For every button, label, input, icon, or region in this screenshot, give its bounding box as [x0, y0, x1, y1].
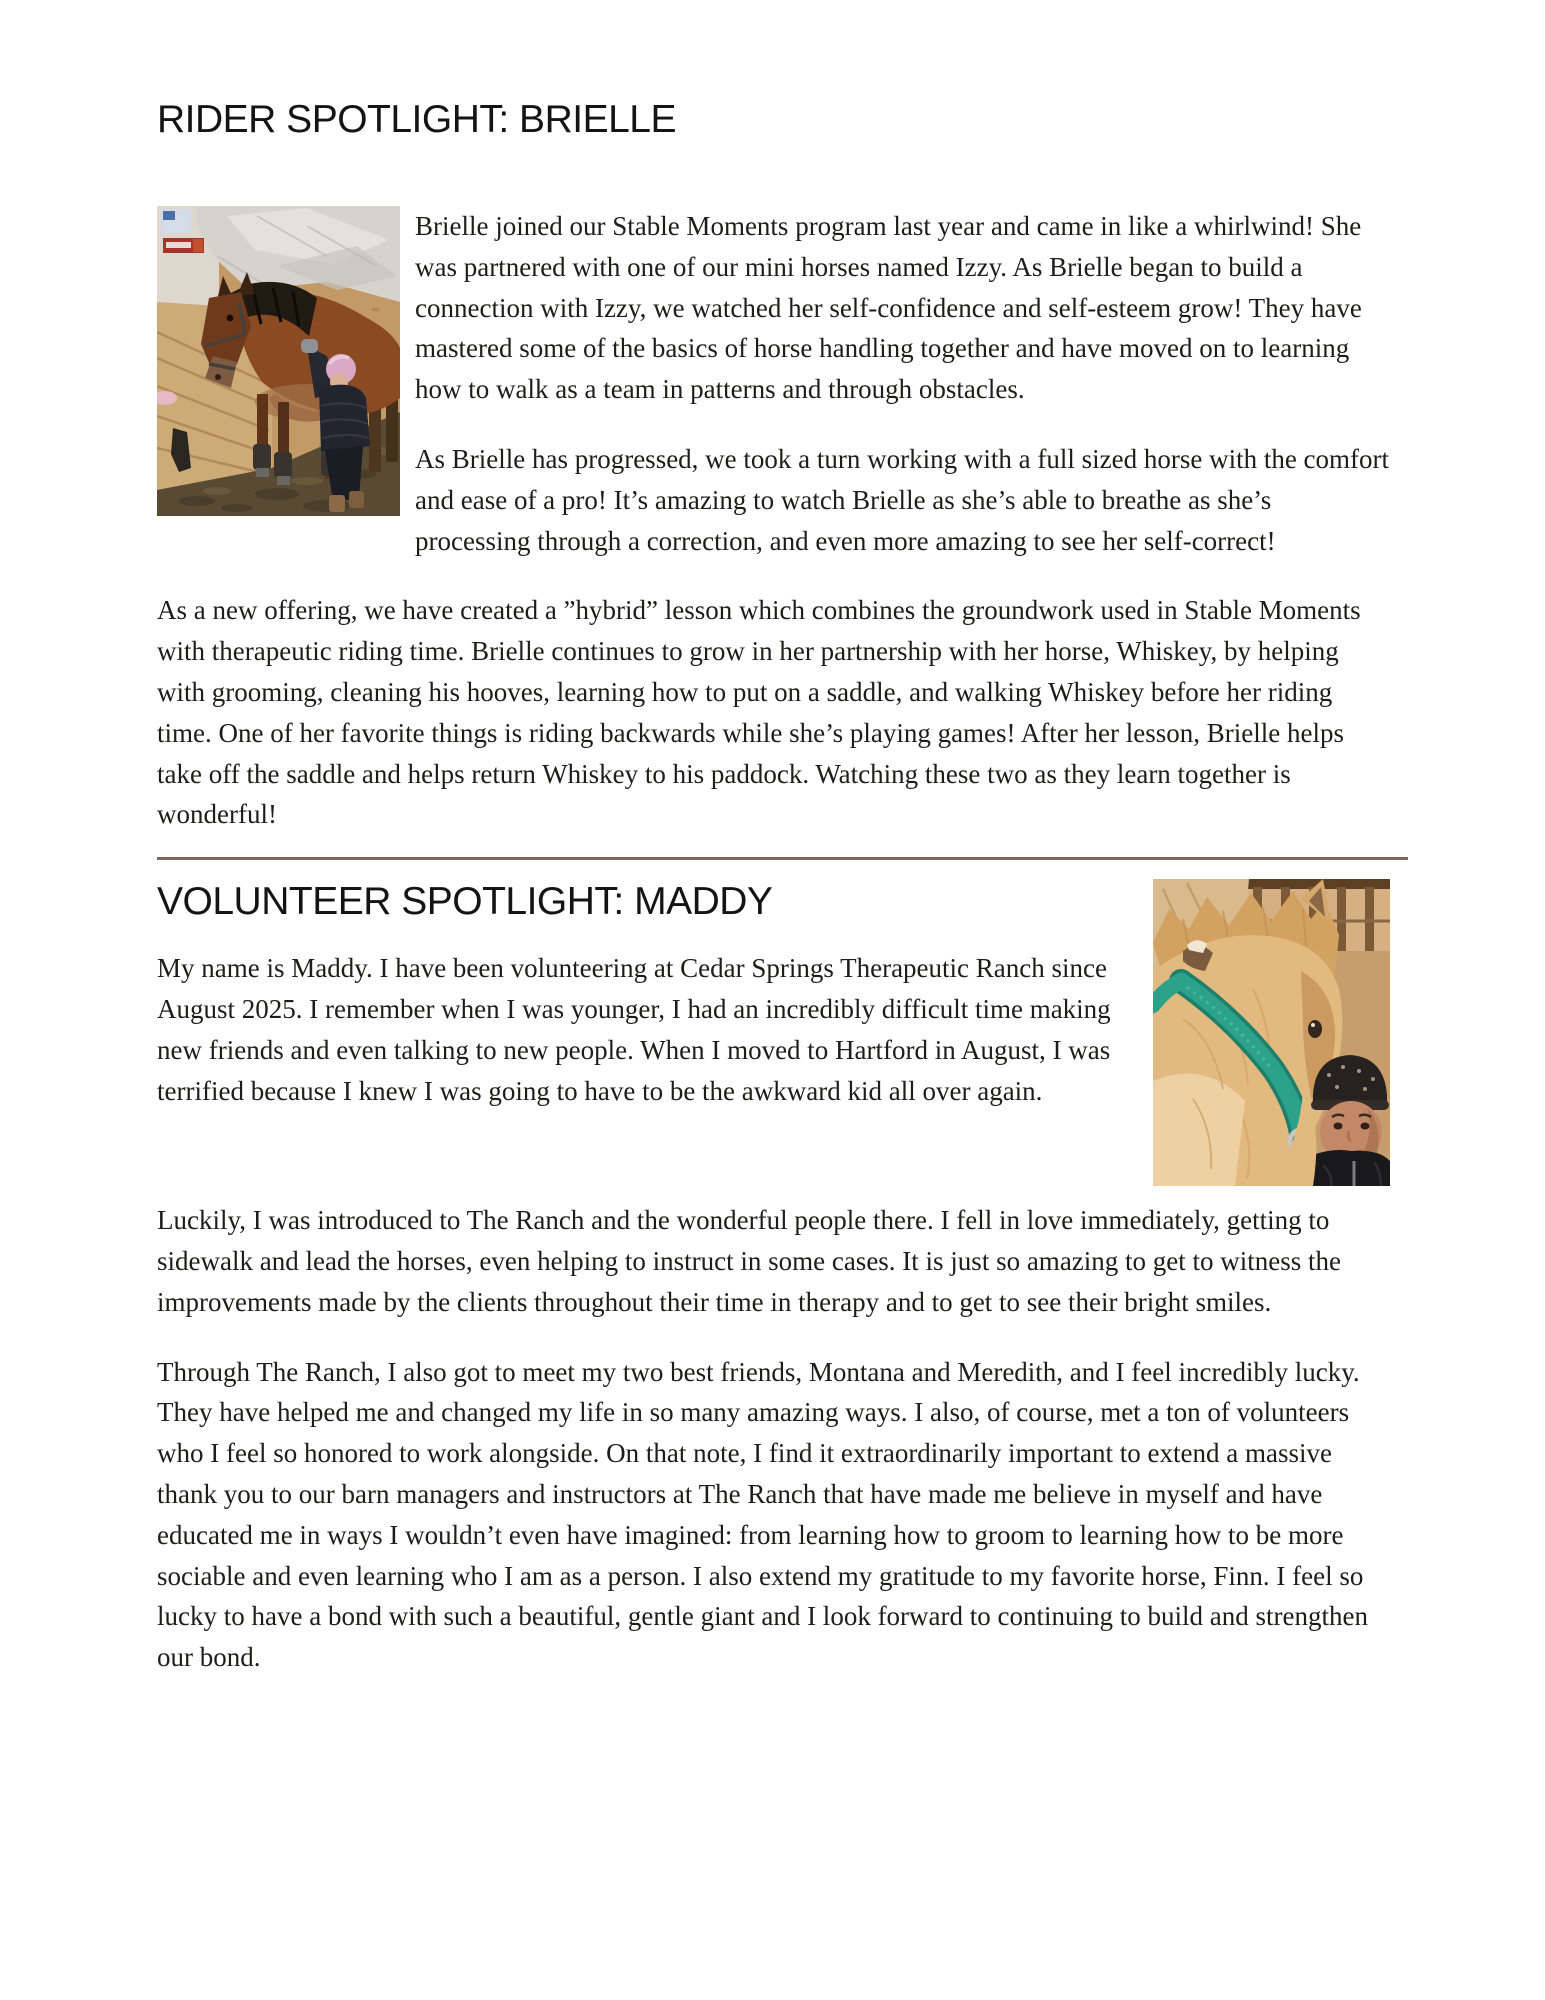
volunteer-paragraph-2: Luckily, I was introduced to The Ranch and the wonderful people there. I fell in love immediately, getting to sidewalk and lead the horses, even helping to instruct in some cases. It is just so amazing to get to witness the improvements made by the clients throughout their time in therapy and to get to see their bright smiles.	[157, 1205, 1342, 1317]
volunteer-paragraph-3: Through The Ranch, I also got to meet my two best friends, Montana and Meredith, and I feel incredibly lucky. They have helped me and changed my life in so many amazing ways. I also, of course, met a ton of volunteers who I feel so honored to work alongside. On that note, I find it extraordinarily important to extend a massive thank you to our barn managers and instructors at The Ranch that have made me believe in myself and have educated me in ways I wouldn’t even have imagined: from learning how to groom to learning how to be more sociable and even learning who I am as a person. I also extend my gratitude to my favorite horse, Finn. I feel so lucky to have a bond with such a beautiful, gentle giant and I look forward to continuing to build and strengthen our bond.	[157, 1356, 1368, 1673]
rider-section-title: RIDER SPOTLIGHT: BRIELLE	[157, 98, 676, 141]
volunteer-photo	[1153, 879, 1390, 1186]
rider-paragraph-2: As Brielle has progressed, we took a turn working with a full sized horse with the comfort and ease of a pro! It’s amazing to watch Brielle as she’s able to breathe as she’s processing through a correction, and even more amazing to see her self-correct!	[415, 443, 1390, 556]
rider-photo-illustration	[157, 206, 400, 516]
volunteer-section-title: VOLUNTEER SPOTLIGHT: MADDY	[157, 880, 773, 924]
section-divider	[157, 857, 1408, 860]
volunteer-photo-illustration	[1153, 879, 1390, 1186]
section-rider-spotlight	[157, 96, 1390, 835]
section-volunteer-spotlight	[157, 878, 1390, 1678]
volunteer-paragraph-1: My name is Maddy. I have been volunteering at Cedar Springs Therapeutic Ranch since August 2025. I remember when I was younger, I had an incredibly difficult time making new friends and even talking to new people. When I moved to Hartford in August, I was terrified because I knew I was going to have to be the awkward kid all over again.	[157, 953, 1111, 1106]
rider-paragraph-1: Brielle joined our Stable Moments program last year and came in like a whirlwind! She was partnered with one of our mini horses named Izzy. As Brielle began to build a connection with Izzy, we watched her self-confidence and self-esteem grow! They have mastered some of the basics of horse handling together and have moved on to learning how to walk as a team in patterns and through obstacles.	[415, 211, 1362, 405]
rider-photo	[157, 206, 400, 516]
rider-paragraph-3: As a new offering, we have created a ”hybrid” lesson which combines the groundwork used in Stable Moments with therapeutic riding time. Brielle continues to grow in her partnership with her horse, Whiskey, by helping with grooming, cleaning his hooves, learning how to put on a saddle, and walking Whiskey before her riding time. One of her favorite things is riding backwards while she’s playing games! After her lesson, Brielle helps take off the saddle and helps return Whiskey to his paddock. Watching these two as they learn together is wonderful!	[157, 595, 1361, 830]
